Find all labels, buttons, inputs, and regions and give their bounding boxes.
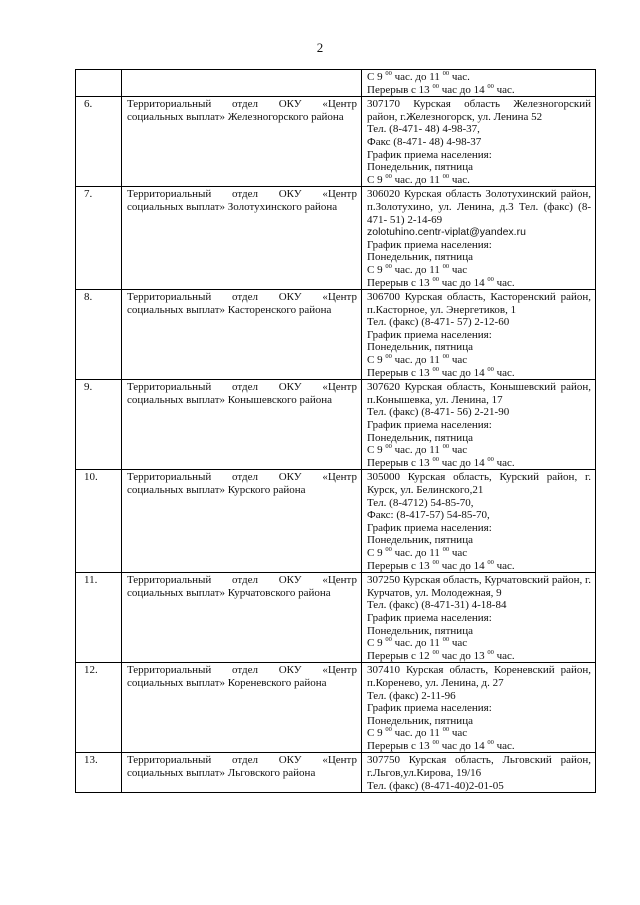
address-line: 305000 Курская область, Курский район, г. Курск, ул. Белинского,21 (367, 471, 591, 496)
table-row (76, 290, 596, 380)
table-row (76, 753, 596, 793)
schedule-line: Понедельник, пятница (367, 251, 473, 264)
office-name-cell: Территориальный отдел ОКУ «Центр социальных выплат» Касторенского района (122, 290, 362, 380)
phone-line: Тел. (факс) 2-11-96 (367, 689, 456, 702)
schedule-break-line: Перерыв с 13 $^{00}$ час до 14 $^{00}$ час. (367, 82, 515, 96)
schedule-line: График приема населения: (367, 419, 492, 432)
phone-line: Тел. (факс) (8-471- 57) 2-12-60 (367, 316, 510, 329)
schedule-line: Понедельник, пятница (367, 431, 473, 444)
office-name-cell: Территориальный отдел ОКУ «Центр социальных выплат» Золотухинского района (122, 187, 362, 290)
office-name-cell: Территориальный отдел ОКУ «Центр социальных выплат» Курского района (122, 470, 362, 573)
table-row (76, 97, 596, 187)
row-number-cell: 7. (76, 187, 122, 290)
address-line: 306700 Курская область, Касторенский район, п.Касторное, ул. Энергетиков, 1 (367, 291, 591, 316)
address-line: 307750 Курская область, Льговский район, г.Льгов,ул.Кирова, 19/16 (367, 754, 591, 780)
schedule-break-line: Перерыв с 13 $^{00}$ час до 14 $^{00}$ час. (367, 558, 515, 572)
office-contact-cell (362, 663, 596, 753)
offices-table-body (76, 70, 596, 793)
row-number-cell: 8. (76, 290, 122, 380)
schedule-time-line: С 9 $^{00}$ час. до 11 $^{00}$ час (367, 545, 468, 559)
office-name-cell: Территориальный отдел ОКУ «Центр социальных выплат» Кореневского района (122, 663, 362, 753)
office-name-cell (122, 70, 362, 97)
schedule-break-line: Перерыв с 13 $^{00}$ час до 14 $^{00}$ час. (367, 275, 515, 289)
phone-line: Факс (8-471- 48) 4-98-37 (367, 135, 482, 148)
phone-line: Тел. (факс) (8-471-40)2-01-05 (367, 779, 504, 792)
phone-line: Тел. (факс) (8-471- 56) 2-21-90 (367, 406, 510, 419)
office-name-cell: Территориальный отдел ОКУ «Центр социальных выплат» Железногорского района (122, 97, 362, 187)
schedule-time-line: С 9 $^{00}$ час. до 11 $^{00}$ час (367, 353, 468, 367)
schedule-line: Понедельник, пятница (367, 534, 473, 547)
office-contact-cell (362, 290, 596, 380)
row-number-cell: 13. (76, 753, 122, 793)
office-contact-cell (362, 187, 596, 290)
schedule-time-line: С 9 $^{00}$ час. до 11 $^{00}$ час. (367, 172, 470, 186)
row-number-cell: 10. (76, 470, 122, 573)
address-line: 307410 Курская область, Кореневский район, п.Коренево, ул. Ленина, д. 27 (367, 664, 591, 689)
office-contact-cell (362, 470, 596, 573)
row-number-cell: 9. (76, 380, 122, 470)
address-line: 306020 Курская область Золотухинский район, п.Золотухино, ул. Ленина, д.3 Тел. (факс) (8-471- 51) 2-14-69 (367, 188, 591, 226)
table-row (76, 470, 596, 573)
schedule-line: График приема населения: (367, 148, 492, 161)
schedule-break-line: Перерыв с 13 $^{00}$ час до 14 $^{00}$ час. (367, 365, 515, 379)
address-line: 307250 Курская область, Курчатовский район, г. Курчатов, ул. Молодежная, 9 (367, 574, 591, 599)
schedule-break-line: Перерыв с 13 $^{00}$ час до 14 $^{00}$ час. (367, 738, 515, 752)
email-line: zolotuhino.centr-viplat@yandex.ru (367, 226, 526, 239)
phone-line: Тел. (факс) (8-471-31) 4-18-84 (367, 599, 507, 612)
schedule-line: График приема населения: (367, 328, 492, 341)
phone-line: Факс: (8-417-57) 54-85-70, (367, 509, 490, 522)
table-row (76, 573, 596, 663)
offices-table (75, 69, 596, 793)
schedule-line: Понедельник, пятница (367, 624, 473, 637)
row-number-cell: 6. (76, 97, 122, 187)
schedule-time-line: С 9 $^{00}$ час. до 11 $^{00}$ час (367, 262, 468, 276)
schedule-line: Понедельник, пятница (367, 714, 473, 727)
schedule-line: Понедельник, пятница (367, 341, 473, 354)
schedule-line: Понедельник, пятница (367, 161, 473, 174)
schedule-line: График приема населения: (367, 521, 492, 534)
office-contact-cell (362, 70, 596, 97)
phone-line: Тел. (8-4712) 54-85-70, (367, 496, 474, 509)
phone-line: Тел. (8-471- 48) 4-98-37, (367, 123, 480, 136)
office-contact-cell (362, 573, 596, 663)
row-number-cell: 12. (76, 663, 122, 753)
schedule-line: График приема населения: (367, 238, 492, 251)
row-number-cell: 11. (76, 573, 122, 663)
office-contact-cell (362, 753, 596, 793)
schedule-time-line: С 9 $^{00}$ час. до 11 $^{00}$ час (367, 636, 468, 650)
schedule-time-line: С 9 $^{00}$ час. до 11 $^{00}$ час (367, 443, 468, 457)
schedule-time-line: С 9 $^{00}$ час. до 11 $^{00}$ час (367, 726, 468, 740)
schedule-break-line: Перерыв с 12 $^{00}$ час до 13 $^{00}$ час. (367, 648, 515, 662)
row-number-cell (76, 70, 122, 97)
office-name-cell: Территориальный отдел ОКУ «Центр социальных выплат» Конышевского района (122, 380, 362, 470)
table-row (76, 380, 596, 470)
page-number: 2 (316, 40, 324, 55)
table-row (76, 187, 596, 290)
office-name-cell: Территориальный отдел ОКУ «Центр социальных выплат» Льговского района (122, 753, 362, 793)
office-contact-cell (362, 380, 596, 470)
schedule-line: График приема населения: (367, 702, 492, 715)
schedule-line: График приема населения: (367, 611, 492, 624)
address-line: 307620 Курская область, Конышевский район, п.Конышевка, ул. Ленина, 17 (367, 381, 591, 406)
table-row-continued (76, 70, 596, 97)
schedule-break-line: Перерыв с 13 $^{00}$ час до 14 $^{00}$ час. (367, 455, 515, 469)
address-line: 307170 Курская область Железногорский район, г.Железногорск, ул. Ленина 52 (367, 98, 591, 123)
office-contact-cell (362, 97, 596, 187)
office-name-cell: Территориальный отдел ОКУ «Центр социальных выплат» Курчатовского района (122, 573, 362, 663)
table-row (76, 663, 596, 753)
schedule-time-line: С 9 $^{00}$ час. до 11 $^{00}$ час. (367, 70, 470, 83)
